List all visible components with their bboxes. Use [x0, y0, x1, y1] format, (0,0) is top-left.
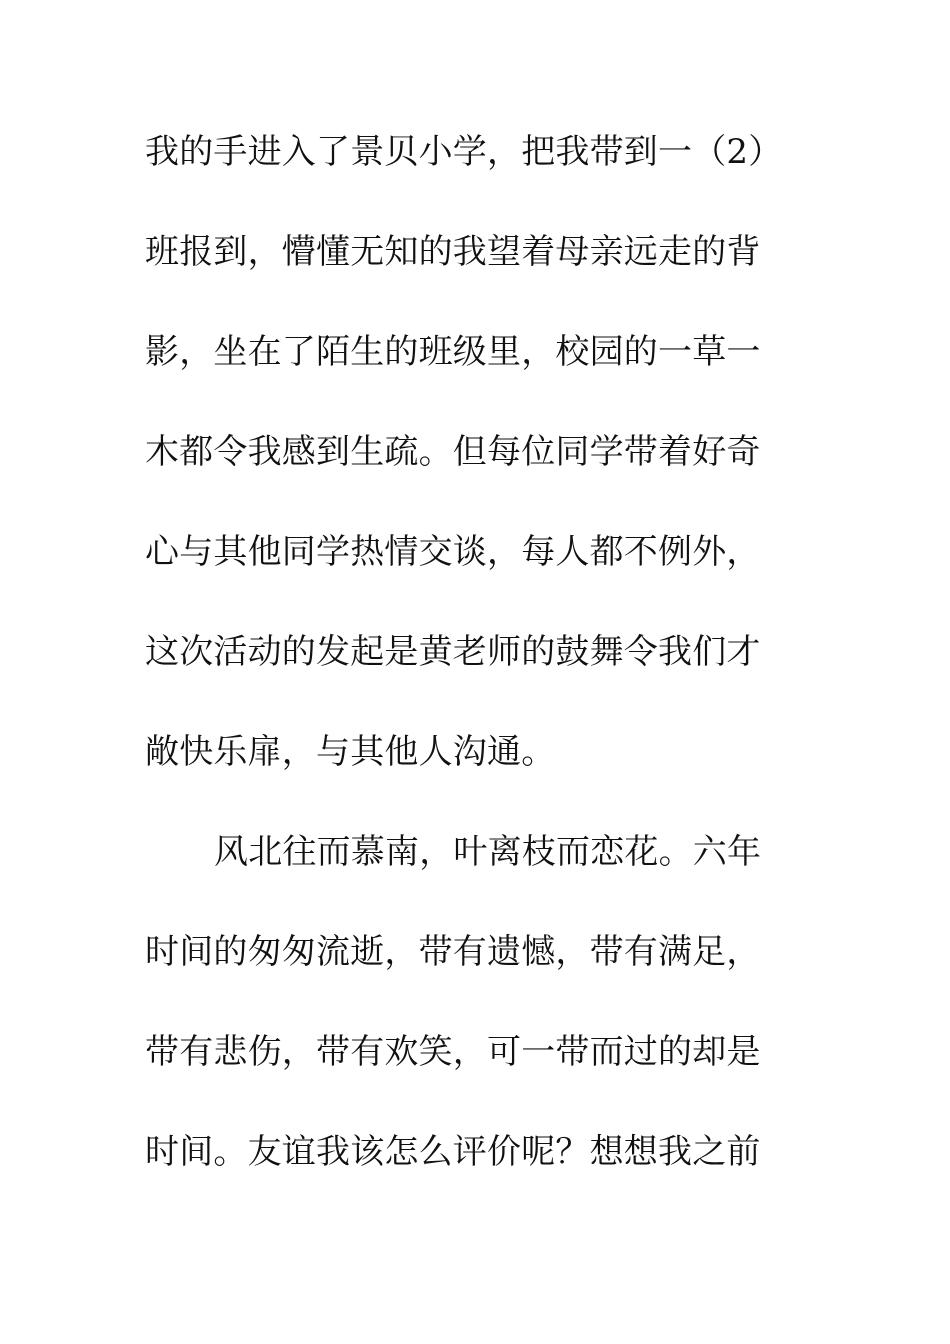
text-line: 班报到，懵懂无知的我望着母亲远走的背	[145, 232, 761, 272]
text-line: 心与其他同学热情交谈，每人都不例外，	[145, 532, 761, 572]
text-line: 时间的匆匆流逝，带有遗憾，带有满足，	[145, 932, 761, 972]
text-line: 这次活动的发起是黄老师的鼓舞令我们才	[145, 632, 761, 672]
text-line: 影，坐在了陌生的班级里，校园的一草一	[145, 332, 761, 372]
paragraph-first-line: 风北往而慕南，叶离枝而恋花。六年	[214, 832, 762, 872]
text-line: 我的手进入了景贝小学，把我带到一（2）	[145, 132, 783, 172]
text-line: 木都令我感到生疏。但每位同学带着好奇	[145, 432, 761, 472]
text-line: 时间。友谊我该怎么评价呢？想想我之前	[145, 1132, 761, 1172]
text-line: 敞快乐扉，与其他人沟通。	[145, 732, 556, 772]
text-line: 带有悲伤，带有欢笑，可一带而过的却是	[145, 1032, 761, 1072]
